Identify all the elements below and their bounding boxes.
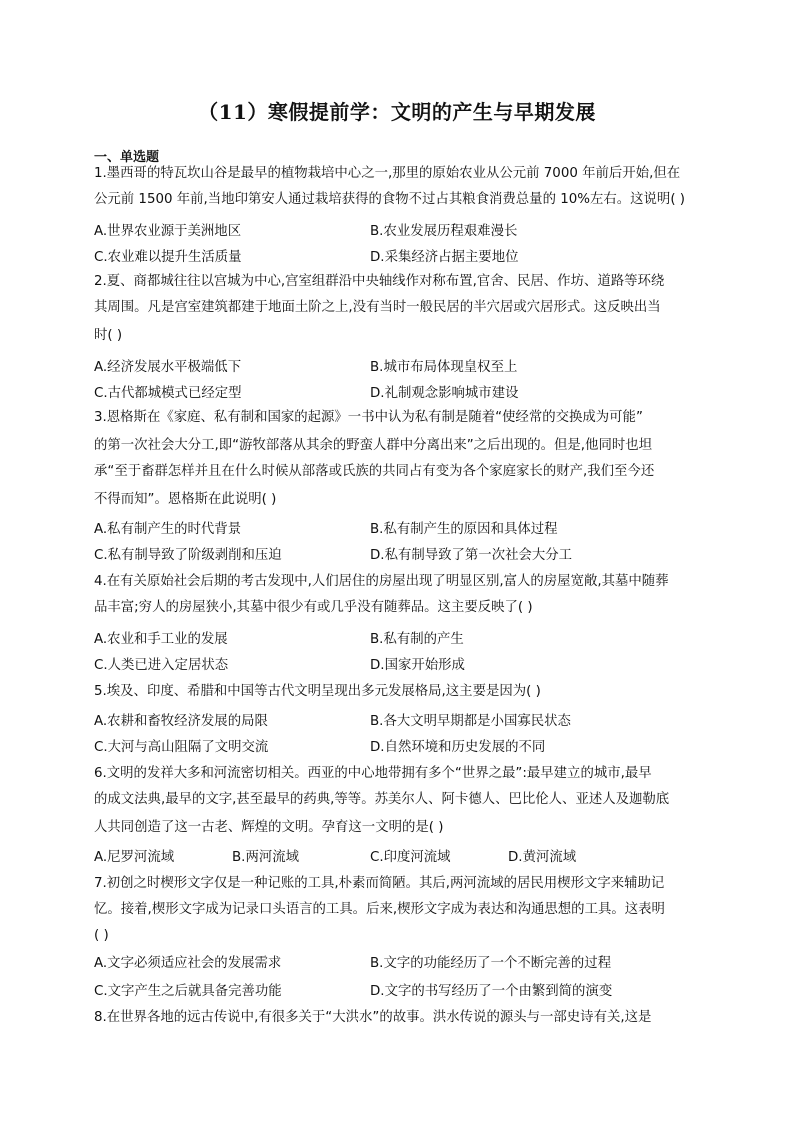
question-3-option-c: C.私有制导致了阶级剥削和压迫 [94,548,282,563]
question-5-option-c: C.大河与高山阻隔了文明交流 [94,740,269,755]
question-5-option-d: D.自然环境和历史发展的不同 [370,740,546,755]
question-7-line-1: 7.初创之时楔形文字仅是一种记账的工具,朴素而简陋。其后,两河流域的居民用楔形文字来辅助记 [94,876,665,891]
question-1-option-c: C.农业难以提升生活质量 [94,250,242,265]
question-4-option-b: B.私有制的产生 [370,632,464,647]
question-3-line-2: 的第一次社会大分工,即“游牧部落从其余的野蛮人群中分离出来”之后出现的。但是,他同时也坦 [94,438,653,453]
section-heading: 一、单选题 [94,150,160,165]
question-4-option-c: C.人类已进入定居状态 [94,658,229,673]
question-1-line-2: 公元前 1500 年前,当地印第安人通过栽培获得的食物不过占其粮食消费总量的 10%左右。这说明( ) [94,192,686,207]
question-2-line-1: 2.夏、商都城往往以宫城为中心,宫室组群沿中央轴线作对称布置,官舍、民居、作坊、道路等环绕 [94,274,665,289]
question-6-option-d: D.黄河流域 [508,850,577,865]
question-2-line-3: 时( ) [94,328,123,343]
question-1-option-a: A.世界农业源于美洲地区 [94,224,242,239]
question-1-option-d: D.采集经济占据主要地位 [370,250,519,265]
question-7-option-d: D.文字的书写经历了一个由繁到简的演变 [370,984,613,999]
question-6-line-2: 的成文法典,最早的文字,甚至最早的药典,等等。苏美尔人、阿卡德人、巴比伦人、亚述人及迦勒底 [94,792,670,807]
question-7-option-a: A.文字必须适应社会的发展需求 [94,956,282,971]
question-6-line-3: 人共同创造了这一古老、辉煌的文明。孕育这一文明的是( ) [94,820,444,835]
question-8-line-1: 8.在世界各地的远古传说中,有很多关于“大洪水”的故事。洪水传说的源头与一部史诗有关,这是 [94,1010,652,1025]
question-2-option-b: B.城市布局体现皇权至上 [370,360,518,375]
question-6-option-a: A.尼罗河流域 [94,850,175,865]
question-5-option-a: A.农耕和畜牧经济发展的局限 [94,714,268,729]
question-2-line-2: 其周围。凡是宫室建筑都建于地面土阶之上,没有当时一般民居的半穴居或穴居形式。这反映出当 [94,300,661,315]
question-3-line-1: 3.恩格斯在《家庭、私有制和国家的起源》一书中认为私有制是随着“使经常的交换成为可能” [94,410,643,425]
question-3-option-d: D.私有制导致了第一次社会大分工 [370,548,573,563]
question-2-option-d: D.礼制观念影响城市建设 [370,386,519,401]
question-6-option-c: C.印度河流域 [370,850,451,865]
question-3-option-b: B.私有制产生的原因和具体过程 [370,522,558,537]
question-7-line-3: ( ) [94,928,109,943]
question-1-line-1: 1.墨西哥的特瓦坎山谷是最早的植物栽培中心之一,那里的原始农业从公元前 7000 年前后开始,但在 [94,166,681,181]
question-6-option-b: B.两河流域 [232,850,300,865]
question-7-line-2: 忆。接着,楔形文字成为记录口头语言的工具。后来,楔形文字成为表达和沟通思想的工具。这表明 [94,902,665,917]
question-4-line-2: 品丰富;穷人的房屋狭小,其墓中很少有或几乎没有随葬品。这主要反映了( ) [94,600,533,615]
question-6-line-1: 6.文明的发祥大多和河流密切相关。西亚的中心地带拥有多个“世界之最”:最早建立的城市,最早 [94,766,652,781]
question-7-option-c: C.文字产生之后就具备完善功能 [94,984,282,999]
question-5-line-1: 5.埃及、印度、希腊和中国等古代文明呈现出多元发展格局,这主要是因为( ) [94,684,541,699]
question-4-option-d: D.国家开始形成 [370,658,465,673]
question-3-line-4: 不得而知”。恩格斯在此说明( ) [94,492,277,507]
page-title: （11）寒假提前学：文明的产生与早期发展 [198,100,596,124]
question-1-option-b: B.农业发展历程艰难漫长 [370,224,518,239]
question-2-option-c: C.古代都城模式已经定型 [94,386,242,401]
question-3-option-a: A.私有制产生的时代背景 [94,522,242,537]
question-4-line-1: 4.在有关原始社会后期的考古发现中,人们居住的房屋出现了明显区别,富人的房屋宽敞,其墓中随葬 [94,574,669,589]
question-5-option-b: B.各大文明早期都是小国寡民状态 [370,714,571,729]
question-4-option-a: A.农业和手工业的发展 [94,632,228,647]
question-3-line-3: 承“至于畜群怎样并且在什么时候从部落或氏族的共同占有变为各个家庭家长的财产,我们至今还 [94,464,655,479]
question-2-option-a: A.经济发展水平极端低下 [94,360,242,375]
question-7-option-b: B.文字的功能经历了一个不断完善的过程 [370,956,612,971]
